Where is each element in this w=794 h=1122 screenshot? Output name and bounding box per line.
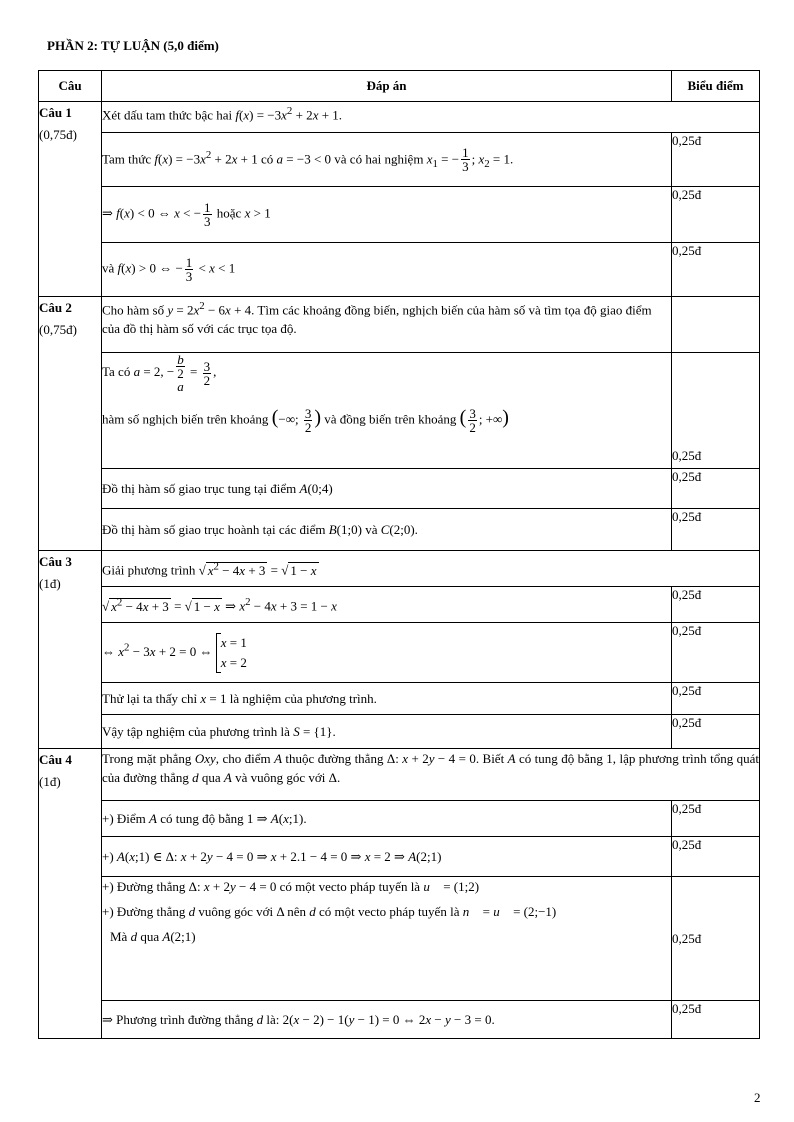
q2-row-1: Ta có a = 2, − b 2 a = $\frac{3}{2}$ , hàm số nghịch biến trên khoảng (−∞; $\frac{3}{2}$ ) và đồng biến trên khoảng ( $\frac{3}{2}$ ; +∞) [102,353,672,469]
q2-row-3: Đồ thị hàm số giao trục hoành tại các điểm B(1;0) và C(2;0). [102,509,672,551]
q4-row-4: ⇒ Phương trình đường thẳng d là: 2(x − 2) − 1(y − 1) = 0 ⇔ 2x − y − 3 = 0. [102,1001,672,1039]
q3-points: (1đ) [39,576,61,591]
q4-score-1: 0,25đ [672,801,760,837]
q1-prompt: Xét dấu tam thức bậc hai $f(x) = -3x^2 + 2x + 1$. [102,102,760,133]
q4-label-cell [39,749,102,1039]
q2-score-1: 0,25đ [672,353,760,469]
q4-row-3: +) Đường thẳng Δ: x + 2y − 4 = 0 có một vecto pháp tuyến là u⃗ = (1;2) +) Đường thẳng d vuông góc với Δ nên d có một vecto pháp tuyến là n⃗ = u⃗ = (2;−1) Mà d qua A(2;1) [102,877,672,1001]
q3-score-1: 0,25đ [672,587,760,623]
q3-row-4: Vậy tập nghiệm của phương trình là S = {1}. [102,715,672,749]
q1-score-2: 0,25đ [672,187,760,243]
col-header-dap-an: Đáp án [102,71,672,102]
q4-prompt: Trong mặt phẳng Oxy, cho điểm A thuộc đường thẳng Δ: x + 2y − 4 = 0. Biết A có tung độ bằng 1, lập phương trình tổng quát của đường thẳng d qua A và vuông góc với Δ. [102,749,760,801]
q4-label: Câu 4 [39,752,72,767]
q4-score-2: 0,25đ [672,837,760,877]
q1-row-2: ⇒ f(x) < 0 ⇔ x < − $\frac{1}{3}$ hoặc x > 1 [102,187,672,243]
q2-score-2: 0,25đ [672,469,760,509]
q3-prompt: Giải phương trình √ $x^2 - 4x + 3$ = √ 1 − x [102,551,760,587]
q3-row-2: ⇔ $x^2 - 3x + 2 = 0$ ⇔ x = 1 x = 2 [102,623,672,683]
q2-prompt: Cho hàm số $y = 2x^2 - 6x + 4$. Tìm các khoảng đồng biến, nghịch biến của hàm số và tìm tọa độ giao điểm của đồ thị hàm số với các trục tọa độ. [102,297,672,353]
solution-bracket: x = 1 x = 2 [216,633,247,673]
section-heading: PHẦN 2: TỰ LUẬN (5,0 điểm) [47,38,219,53]
q3-score-2: 0,25đ [672,623,760,683]
q4-row-2: +) A(x;1) ∈ Δ: x + 2y − 4 = 0 ⇒ x + 2.1 − 4 = 0 ⇒ x = 2 ⇒ A(2;1) [102,837,672,877]
col-header-cau: Câu [39,71,102,102]
q2-prompt-score-empty [672,297,760,353]
answer-table [38,70,760,1039]
q1-row-1: Tam thức $f(x) = -3x^2 + 2x + 1$ có a = −3 < 0 và có hai nghiệm $x_1$ = − $\frac{1}{3}$ ; $x_2 = 1$. [102,133,672,187]
q1-label: Câu 1 [39,105,72,120]
q3-row-1: √ $x^2 - 4x + 3$ = √ 1 − x ⇒ $x^2 - 4x + 3 = 1 - x$ [102,587,672,623]
q1-points: (0,75đ) [39,127,77,142]
q3-label: Câu 3 [39,554,72,569]
q1-label-cell [39,102,102,297]
q1-row-3: và f(x) > 0 ⇔ − $\frac{1}{3}$ < x < 1 [102,243,672,297]
q2-score-3: 0,25đ [672,509,760,551]
q1-score-1: 0,25đ [672,133,760,187]
q2-row-2: Đồ thị hàm số giao trục tung tại điểm A(0;4) [102,469,672,509]
col-header-bieu-diem: Biểu điểm [672,71,760,102]
q1-score-3: 0,25đ [672,243,760,297]
q4-score-4: 0,25đ [672,1001,760,1039]
page-number: 2 [754,1090,761,1105]
q2-label: Câu 2 [39,300,72,315]
q3-score-3: 0,25đ [672,683,760,715]
q2-label-cell [39,297,102,551]
q3-score-4: 0,25đ [672,715,760,749]
q4-score-3: 0,25đ [672,877,760,1001]
q4-points: (1đ) [39,774,61,789]
q3-row-3: Thử lại ta thấy chỉ x = 1 là nghiệm của phương trình. [102,683,672,715]
q2-points: (0,75đ) [39,322,77,337]
q4-row-1: +) Điểm A có tung độ bằng 1 ⇒ A(x;1). [102,801,672,837]
q3-label-cell [39,551,102,749]
